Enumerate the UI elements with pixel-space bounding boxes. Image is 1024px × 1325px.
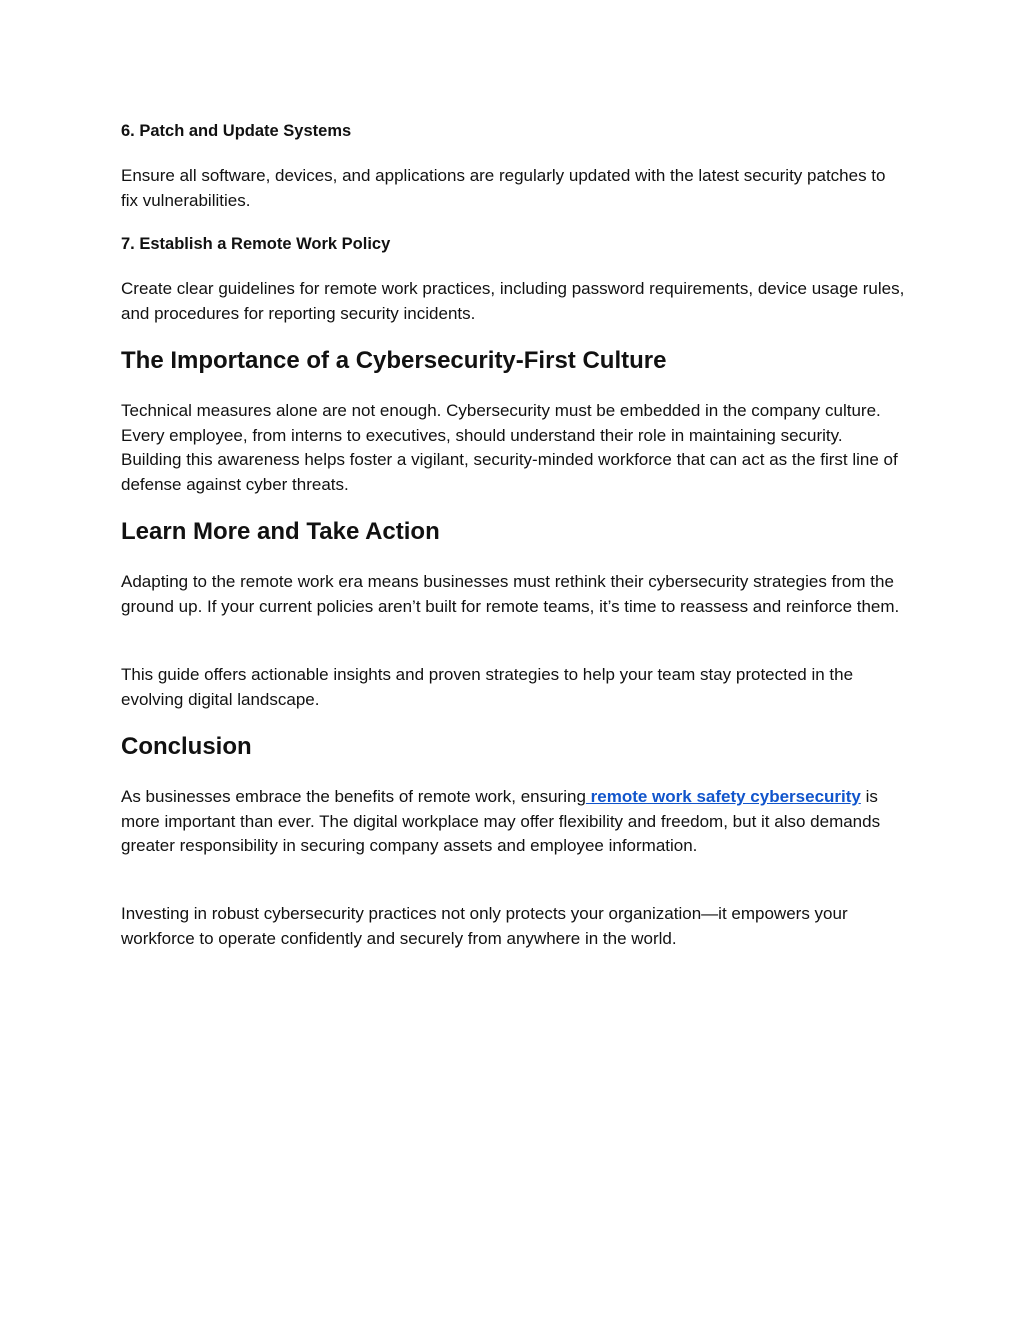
- section-heading-patch: 6. Patch and Update Systems: [121, 122, 352, 140]
- paragraph-policy: Create clear guidelines for remote work practices, including password requirements, device usage rules, and procedures for reporting security incidents.: [121, 279, 905, 323]
- conclusion-text-after: is more important than ever. The digital workplace may offer flexibility and freedom, but it also demands greater responsibility in securing company assets and employee information.: [121, 787, 881, 855]
- section-heading-conclusion: Conclusion: [121, 733, 252, 760]
- paragraph-learn-2: This guide offers actionable insights and proven strategies to help your team stay protected in the evolving digital landscape.: [121, 665, 854, 709]
- section-heading-learn: Learn More and Take Action: [121, 518, 440, 545]
- section-heading-culture: The Importance of a Cybersecurity-First Culture: [121, 347, 667, 374]
- paragraph-culture: Technical measures alone are not enough. Cybersecurity must be embedded in the company culture. Every employee, from interns to executives, should understand their role in maintaining security. Building this awareness helps foster a vigilant, security-minded workforce that can act as the first line of defense against cyber threats.: [121, 401, 898, 494]
- remote-work-safety-link[interactable]: remote work safety cybersecurity: [585, 787, 861, 806]
- paragraph-patch: Ensure all software, devices, and applications are regularly updated with the latest security patches to fix vulnerabilities.: [121, 166, 886, 210]
- paragraph-learn-1: Adapting to the remote work era means businesses must rethink their cybersecurity strategies from the ground up. If your current policies aren’t built for remote teams, it’s time to reassess and reinforce them.: [121, 572, 900, 616]
- paragraph-conclusion-2: Investing in robust cybersecurity practices not only protects your organization—it empowers your workforce to operate confidently and securely from anywhere in the world.: [121, 904, 848, 948]
- section-heading-policy: 7. Establish a Remote Work Policy: [121, 235, 391, 253]
- paragraph-conclusion-1: [121, 785, 906, 859]
- conclusion-text-before: As businesses embrace the benefits of remote work, ensuring: [121, 787, 586, 806]
